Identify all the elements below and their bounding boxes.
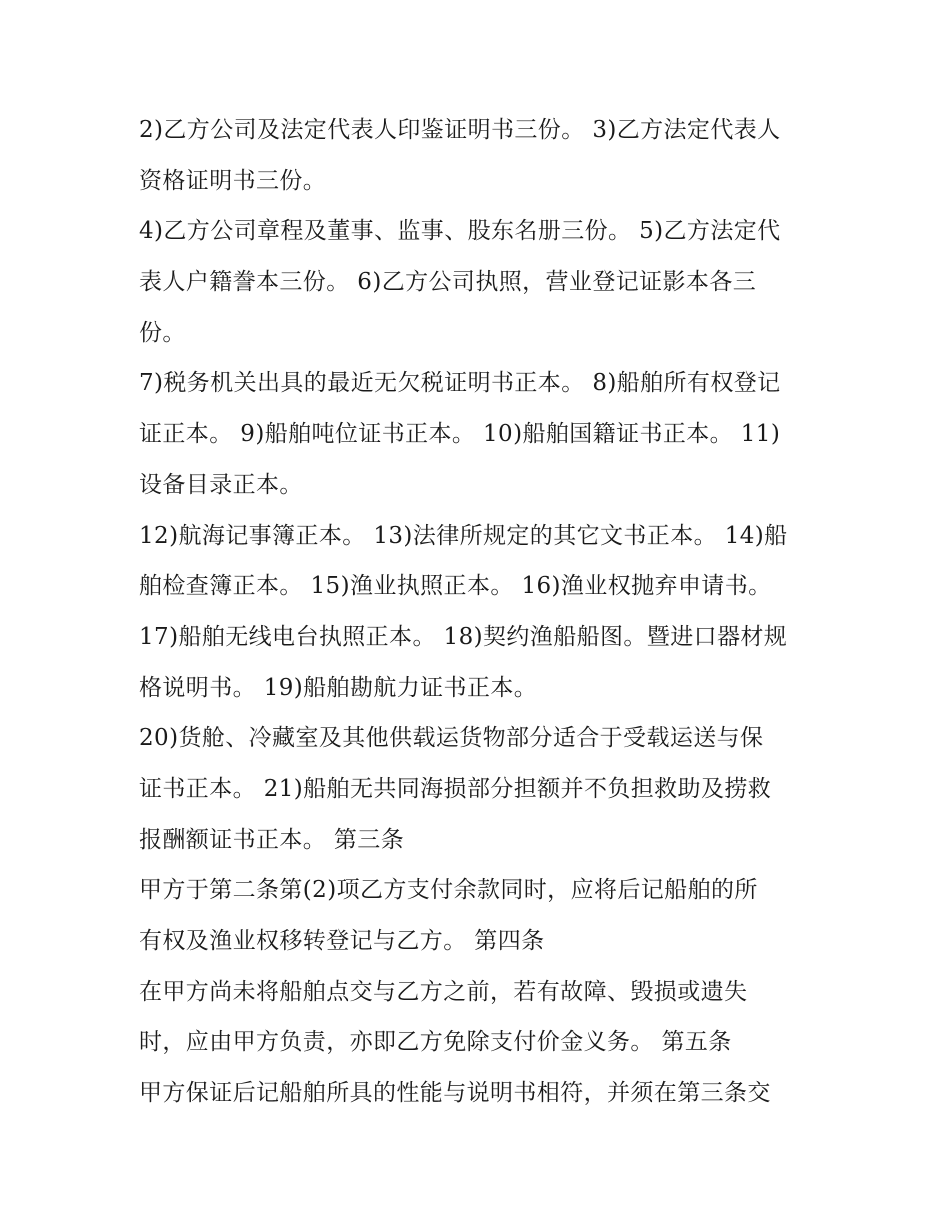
text-line: 份。 [139, 319, 186, 346]
text-line: 格说明书。 19)船舶勘航力证书正本。 [139, 674, 538, 701]
text-line: 甲方于第二条第(2)项乙方支付余款同时，应将后记船舶的所 [139, 877, 758, 904]
text-line: 4)乙方公司章程及董事、监事、股东名册三份。 5)乙方法定代 [139, 218, 781, 245]
text-line: 2)乙方公司及法定代表人印鉴证明书三份。 3)乙方法定代表人 [139, 117, 781, 143]
text-line: 17)船舶无线电台执照正本。 18)契约渔船船图。暨进口器材规 [139, 623, 788, 650]
text-line: 表人户籍誊本三份。 6)乙方公司执照，营业登记证影本各三 [139, 269, 757, 296]
text-line: 资格证明书三份。 [139, 167, 327, 194]
document-body [139, 105, 819, 1119]
text-line: 有权及渔业权移转登记与乙方。 第四条 [139, 928, 545, 954]
text-line: 甲方保证后记船舶所具的性能与说明书相符，并须在第三条交 [139, 1080, 771, 1107]
text-line: 7)税务机关出具的最近无欠税证明书正本。 8)船舶所有权登记 [139, 370, 781, 397]
text-line: 12)航海记事簿正本。 13)法律所规定的其它文书正本。 14)船 [139, 522, 788, 549]
text-line: 设备目录正本。 [139, 471, 303, 498]
text-line: 在甲方尚未将船舶点交与乙方之前，若有故障、毁损或遗失 [139, 978, 748, 1005]
text-line: 证正本。 9)船舶吨位证书正本。 10)船舶国籍证书正本。 11) [139, 421, 781, 448]
text-line: 舶检查簿正本。 15)渔业执照正本。 16)渔业权抛弃申请书。 [139, 573, 772, 600]
text-line: 时，应由甲方负责，亦即乙方免除支付价金义务。 第五条 [139, 1029, 732, 1056]
text-line: 20)货舱、冷藏室及其他供载运货物部分适合于受载运送与保 [139, 725, 764, 752]
text-line: 报酬额证书正本。 第三条 [139, 826, 405, 853]
text-line: 证书正本。 21)船舶无共同海损部分担额并不负担救助及捞救 [139, 775, 772, 802]
